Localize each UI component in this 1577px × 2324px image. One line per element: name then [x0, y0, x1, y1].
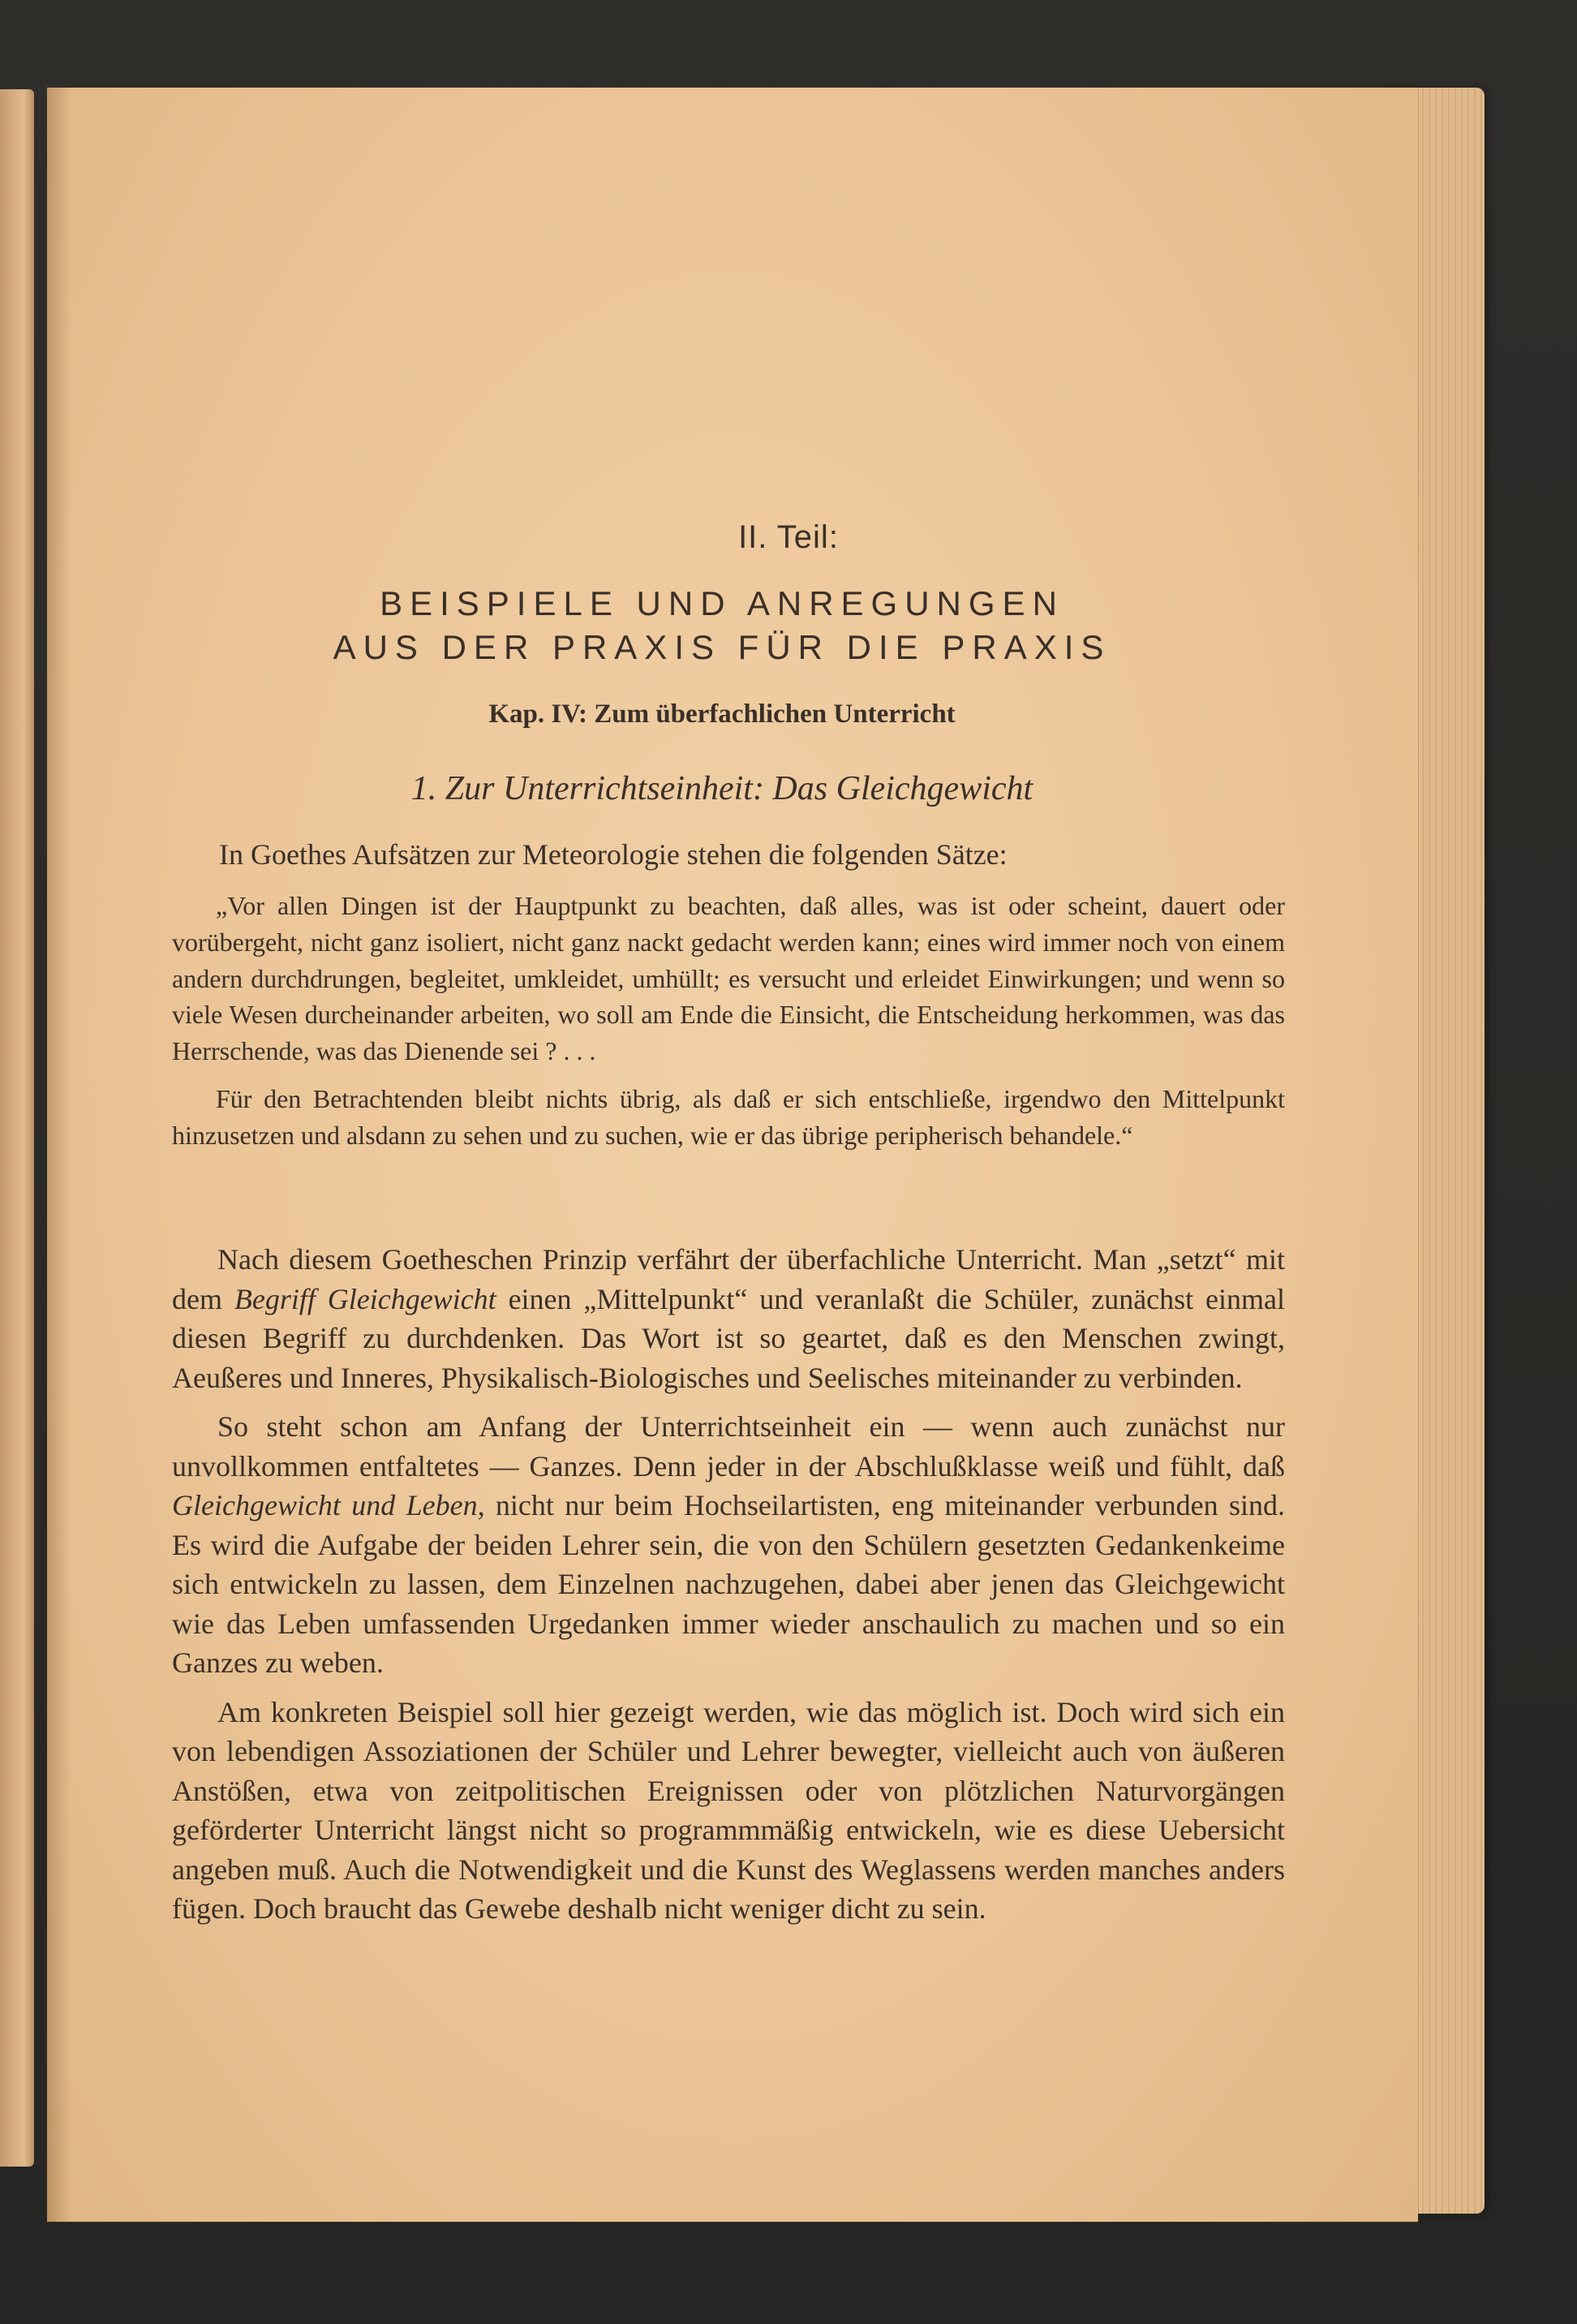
body-p2-b: nicht nur beim Hochseilartisten, eng miteinander verbunden sind. Es wird die Aufgabe der beiden Lehrer sein, die von den Schülern gesetzten Gedankenkeime sich entwickeln zu lassen, dem Einzelnen nachzugehen, dabei aber jenen das Gleichgewicht wie das Leben umfassenden Urgedanken immer wieder anschaulich zu machen und so ein Ganzes zu weben.: [172, 1489, 1285, 1679]
body-p1-b: einen „Mittelpunkt“ und veranlaßt die Schüler, zunächst einmal diesen Begriff zu durchdenken. Das Wort ist so geartet, daß es den Menschen zwingt, Aeußeres und Inneres, Physikalisch-Biologisches und Seelisches miteinander zu verbinden.: [172, 1282, 1286, 1394]
goethe-quote: [172, 888, 1285, 1154]
body-p1-emphasis: Begriff Gleichgewicht: [234, 1282, 496, 1315]
heading-line-1: BEISPIELE UND ANREGUNGEN: [380, 584, 1064, 622]
body-paragraph-3: Am konkreten Beispiel soll hier gezeigt werden, wie das möglich ist. Doch wird sich ein von lebendigen Assoziationen der Schüler und Lehrer bewegter, vielleicht auch von äußeren Anstößen, etwa von zeitpolitischen Ereignissen oder von plötzlichen Naturvorgängen geförderter Unterricht längst nicht so programmmäßig entwickeln, wie es diese Uebersicht angeben muß. Auch die Notwendigkeit und die Kunst des Weglassens werden manches anders fügen. Doch braucht das Gewebe deshalb nicht weniger dicht zu sein.: [172, 1695, 1285, 1925]
previous-page-edge: [0, 89, 34, 2167]
quote-paragraph-1: „Vor allen Dingen ist der Hauptpunkt zu beachten, daß alles, was ist oder scheint, dauert oder vorübergeht, nicht ganz isoliert, nicht ganz nackt gedacht werden kann; eines wird immer noch von einem andern durchdrungen, begleitet, umkleidet, umhüllt; es versucht und erleidet Einwirkungen; und wenn so viele Wesen durcheinander arbeiten, wo soll am Ende die Einsicht, die Entscheidung herkommen, was das Herrschende, was das Dienende sei ? . . .: [172, 891, 1285, 1066]
part-label: II. Teil:: [738, 519, 839, 555]
body-paragraph-2: [172, 1407, 1285, 1683]
heading-line-2: AUS DER PRAXIS FÜR DIE PRAXIS: [333, 628, 1111, 666]
quote-paragraph-2: Für den Betrachtenden bleibt nichts übrig, als daß er sich entschließe, irgendwo den Mittelpunkt hinzusetzen und alsdann zu sehen und zu suchen, wie er das übrige peripherisch behandele.“: [172, 1083, 1285, 1150]
body-paragraph-1: [172, 1240, 1285, 1397]
body-p2-a: So steht schon am Anfang der Unterrichtseinheit ein — wenn auch zunächst nur unvollkommen entfaltetes — Ganzes. Denn jeder in der Abschlußklasse weiß und fühlt, daß: [172, 1410, 1285, 1483]
chapter-heading: Kap. IV: Zum überfachlichen Unterricht: [488, 699, 956, 729]
gutter-shadow: [47, 88, 71, 2222]
body-p2-emphasis: Gleichgewicht und Leben,: [172, 1489, 485, 1521]
body-text: [172, 1240, 1285, 1929]
body-p1-a: Nach diesem Goetheschen Prinzip verfährt der überfachliche Unterricht. Man „setzt“ mit dem: [172, 1243, 1285, 1315]
section-title: 1. Zur Unterrichtseinheit: Das Gleichgewicht: [410, 770, 1033, 807]
intro-sentence: In Goethes Aufsätzen zur Meteorologie stehen die folgenden Sätze:: [219, 838, 1008, 871]
